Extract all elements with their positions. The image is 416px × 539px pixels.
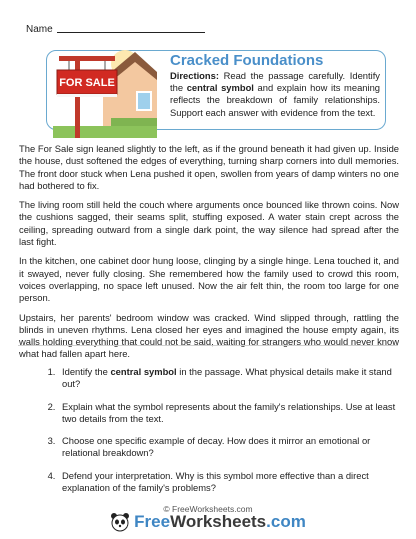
name-label: Name	[26, 24, 53, 35]
directions-part-1: Read the passage carefully. Identify the	[170, 70, 380, 94]
name-field-row	[26, 24, 205, 35]
question-item: 4. Defend your interpretation. Why is this symbol more effective than a direct explanation of the family's problems?	[58, 470, 398, 495]
brand-name[interactable]: FreeWorksheets.com	[134, 512, 306, 531]
footer-brand	[0, 512, 416, 537]
section-divider	[18, 345, 398, 346]
name-line[interactable]	[57, 32, 205, 33]
passage-paragraph: The For Sale sign leaned slightly to the left, as if the ground beneath it had given up. Inside the house, dust softened the edges of everything, turning sharp corners into dull memories. The front door stuck when Lena pushed it open, swollen from years of damp winters no one had bothered to fix.	[19, 143, 399, 191]
passage-paragraph: Upstairs, her parents' bedroom window was cracked. Wind slipped through, rattling the blinds in uneven rhythms. Lena closed her eyes and imagined the house empty again, its walls holding everything that could not be said, waiting for strangers who would never know what had fallen apart here.	[19, 311, 399, 360]
directions-bold: central symbol	[186, 82, 254, 94]
directions-text	[170, 70, 380, 119]
passage-paragraph: In the kitchen, one cabinet door hung loose, clinging by a single hinge. Lena touched it, and it swayed, never fully closing. She remembered how the family used to crowd this room, voices overlapping, no space left unused. Now the air felt thin, the room too large for one person.	[19, 255, 399, 304]
panda-logo-icon	[110, 512, 130, 532]
worksheet-title: Cracked Foundations	[170, 52, 324, 69]
passage-paragraph: The living room still held the couch where arguments once bounced like thrown coins. Now the cushions sagged, their seams split, stuffing exposed. A water stain crept across the ceiling, spreading outward from a single dark point, the way silence had spread after the last fight.	[19, 199, 399, 248]
reading-passage	[19, 143, 399, 368]
footer-copyright: © FreeWorksheets.com	[163, 504, 253, 514]
question-list	[40, 366, 398, 504]
directions-part-2: and explain how its meaning reflects the breakdown of family relationships. Support each answer with evidence from the text.	[170, 82, 381, 118]
sign-text: FOR SALE	[59, 77, 115, 89]
directions-label: Directions:	[170, 70, 219, 81]
question-item: 1. Identify the central symbol in the passage. What physical details make it stand out?	[58, 366, 398, 391]
question-item: 3. Choose one specific example of decay. How does it mirror an emotional or relational breakdown?	[58, 435, 398, 460]
question-item: 2. Explain what the symbol represents about the family's relationships. Use at least two details from the text.	[58, 401, 398, 426]
for-sale-sign-icon	[53, 42, 157, 138]
